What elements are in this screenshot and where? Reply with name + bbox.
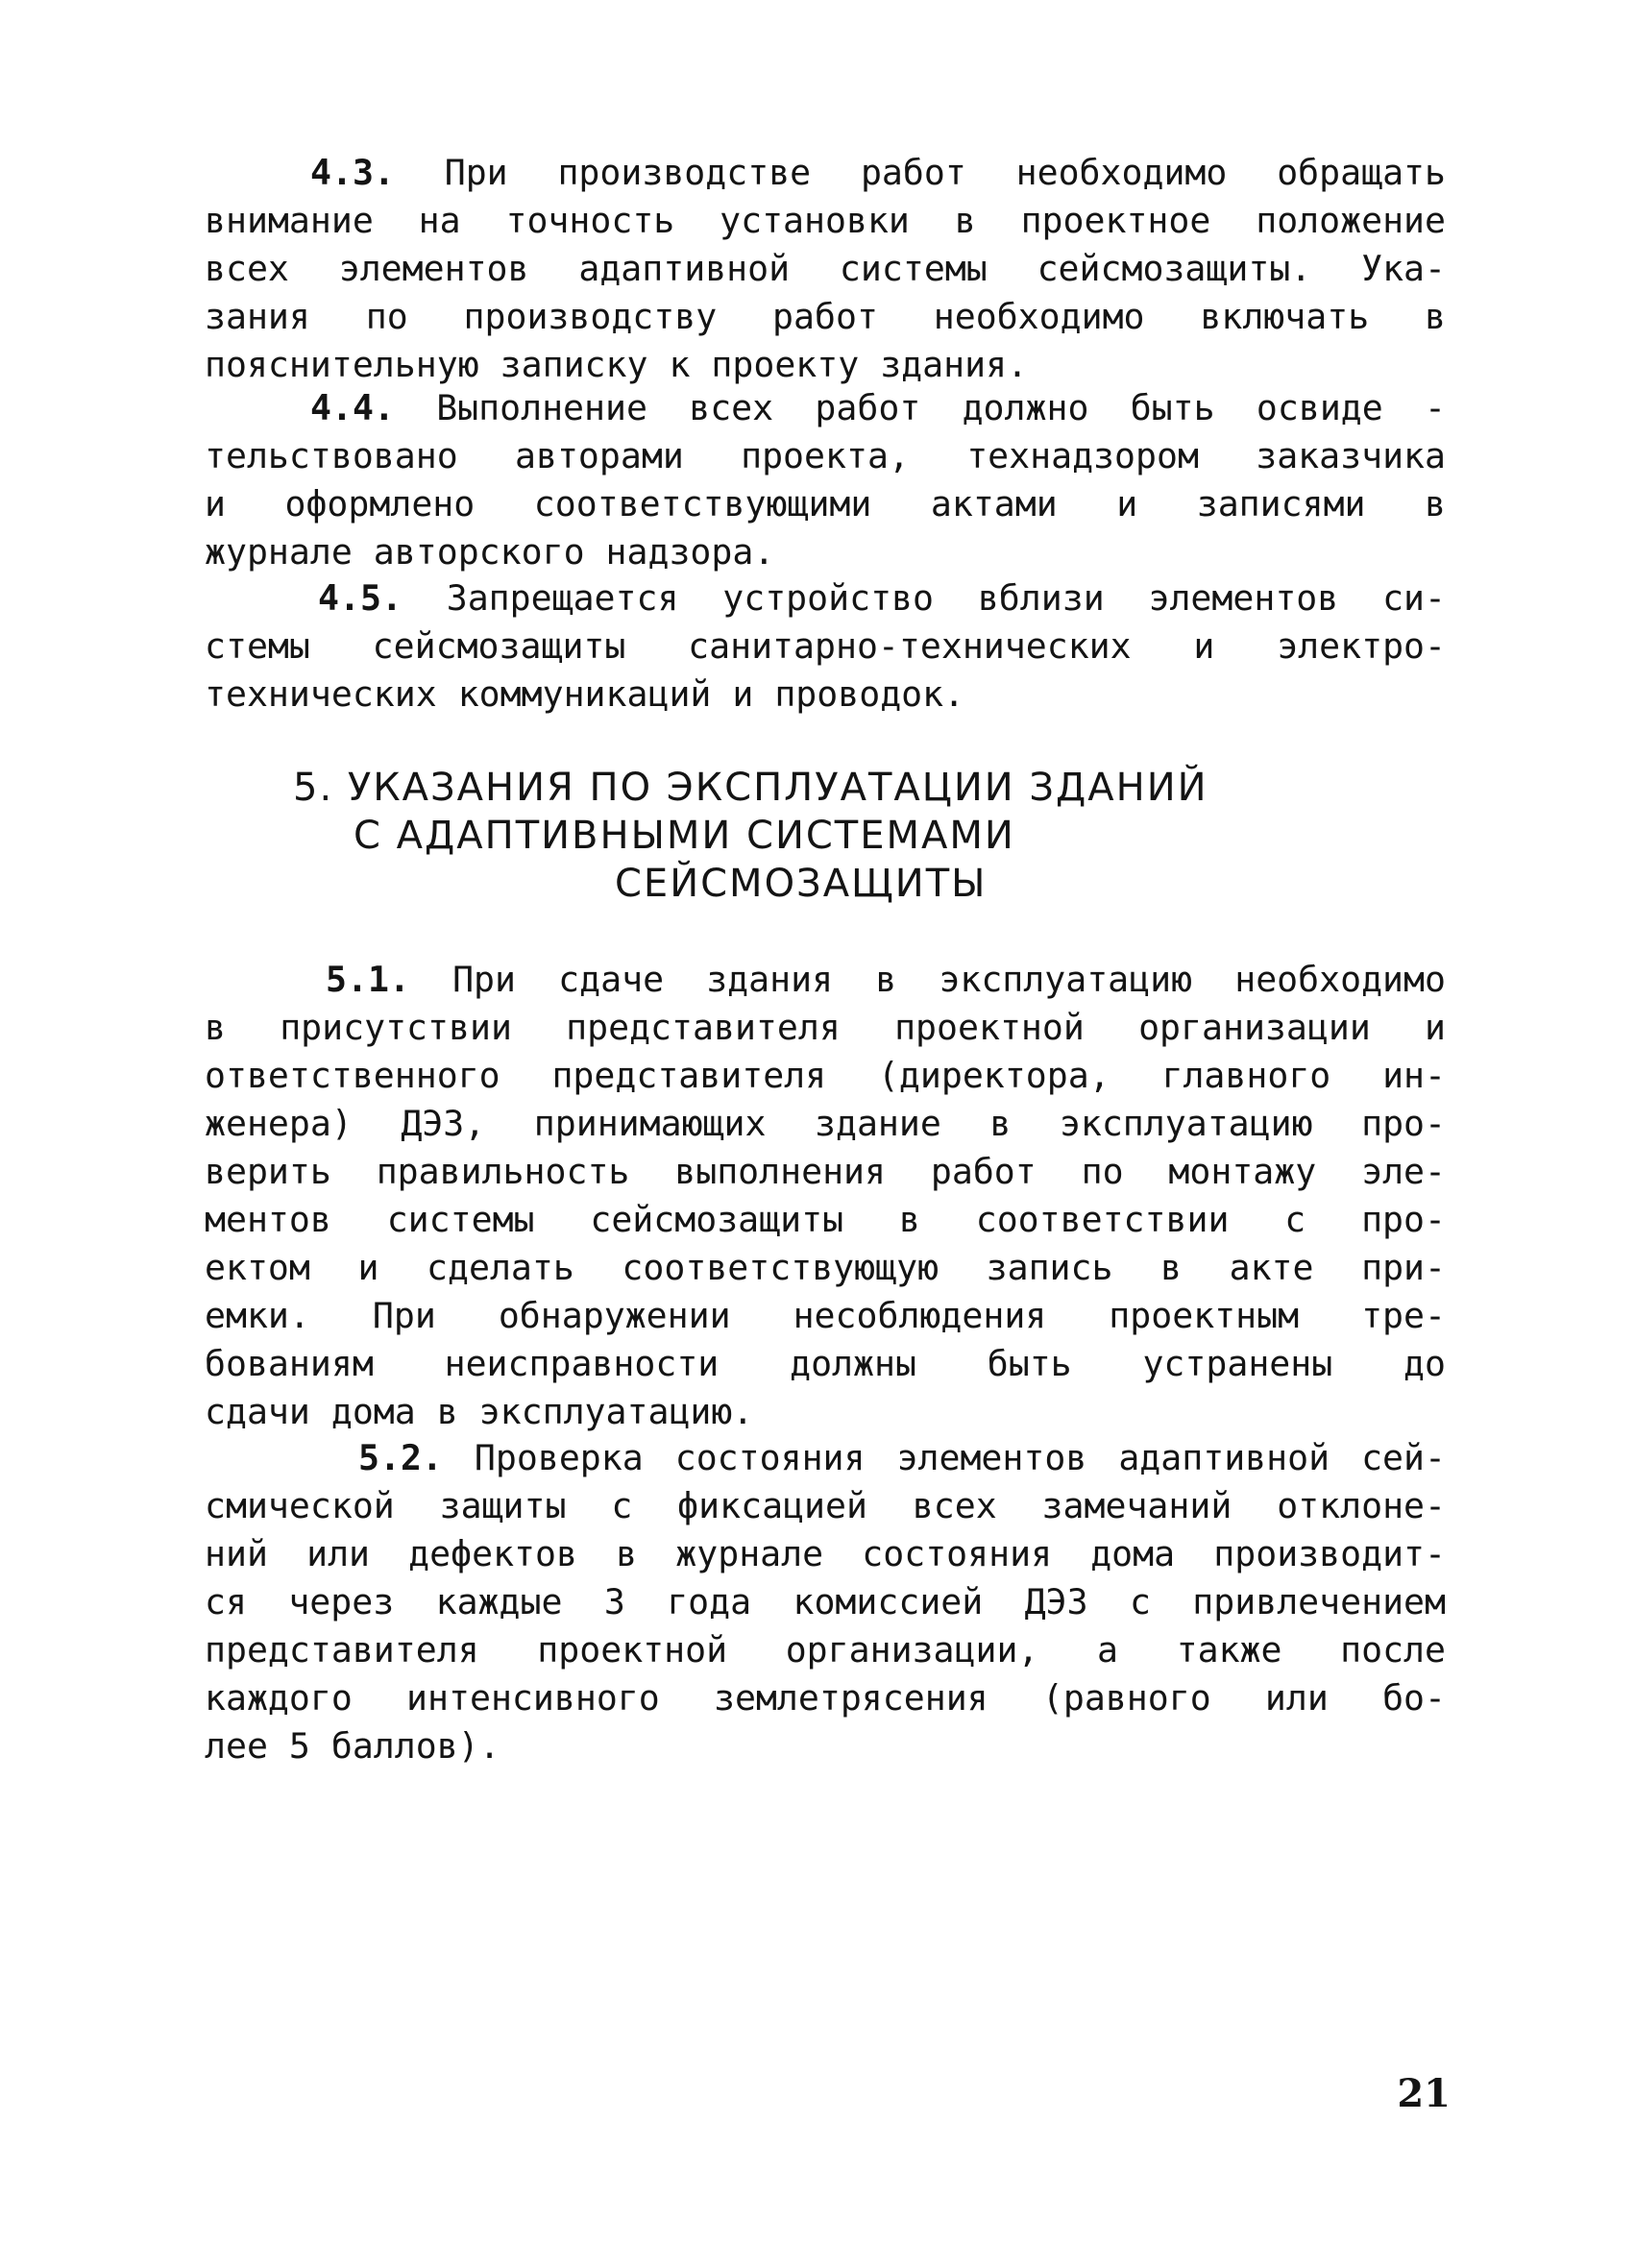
section-heading-line-3: СЕЙСМОЗАЩИТЫ (615, 862, 988, 906)
paragraph-line: журнале авторского надзора. (205, 531, 775, 573)
paragraph-line: 4.4. Выполнение всех работ должно быть освиде - (310, 387, 1446, 428)
paragraph-line: зания по производству работ необходимо включать в (205, 296, 1446, 337)
paragraph-line: всех элементов адаптивной системы сейсмозащиты. Ука- (205, 248, 1446, 289)
section-heading-line-1: 5. УКАЗАНИЯ ПО ЭКСПЛУАТАЦИИ ЗДАНИЙ (293, 766, 1208, 810)
paragraph-line: и оформлено соответствующими актами и записями в (205, 483, 1446, 524)
paragraph-line: смической защиты с фиксацией всех замечаний отклоне- (205, 1485, 1446, 1526)
section-heading-line-2: С АДАПТИВНЫМИ СИСТЕМАМИ (354, 814, 1015, 858)
paragraph-line: 5.1. При сдаче здания в эксплуатацию необходимо (326, 959, 1446, 1000)
paragraph-line: верить правильность выполнения работ по монтажу эле- (205, 1151, 1446, 1192)
paragraph-number: 4.3. (310, 152, 395, 193)
page-number: 21 (1397, 2071, 1451, 2116)
paragraph-line: 5.2. Проверка состояния элементов адаптивной сей- (358, 1437, 1446, 1478)
paragraph-line: лее 5 баллов). (205, 1725, 500, 1767)
paragraph-number: 4.4. (310, 387, 395, 428)
paragraph-line: сдачи дома в эксплуатацию. (205, 1391, 754, 1432)
paragraph-number: 5.1. (326, 959, 410, 1000)
paragraph-line: технических коммуникаций и проводок. (205, 673, 965, 715)
paragraph-line: представителя проектной организации, а также после (205, 1629, 1446, 1671)
paragraph-line: внимание на точность установки в проектное положение (205, 200, 1446, 241)
paragraph-line: ответственного представителя (директора, главного ин- (205, 1055, 1446, 1096)
paragraph-line: ектом и сделать соответствующую запись в акте при- (205, 1247, 1446, 1288)
paragraph-line: бованиям неисправности должны быть устранены до (205, 1343, 1446, 1384)
paragraph-line: ний или дефектов в журнале состояния дома производит- (205, 1533, 1446, 1574)
paragraph-number: 4.5. (318, 577, 403, 619)
paragraph-line: 4.3. При производстве работ необходимо обращать (310, 152, 1446, 193)
paragraph-line: ся через каждые 3 года комиссией ДЭЗ с привлечением (205, 1581, 1446, 1622)
paragraph-line: емки. При обнаружении несоблюдения проектным тре- (205, 1295, 1446, 1336)
paragraph-line: стемы сейсмозащиты санитарно-технических и электро- (205, 625, 1446, 667)
paragraph-line: каждого интенсивного землетрясения (равного или бо- (205, 1677, 1446, 1719)
paragraph-line: 4.5. Запрещается устройство вблизи элементов си- (318, 577, 1446, 619)
paragraph-line: женера) ДЭЗ, принимающих здание в эксплуатацию про- (205, 1103, 1446, 1144)
paragraph-line: в присутствии представителя проектной организации и (205, 1007, 1446, 1048)
paragraph-line: ментов системы сейсмозащиты в соответствии с про- (205, 1199, 1446, 1240)
paragraph-number: 5.2. (358, 1437, 443, 1478)
paragraph-line: тельствовано авторами проекта, технадзором заказчика (205, 435, 1446, 476)
paragraph-line: пояснительную записку к проекту здания. (205, 344, 1029, 385)
